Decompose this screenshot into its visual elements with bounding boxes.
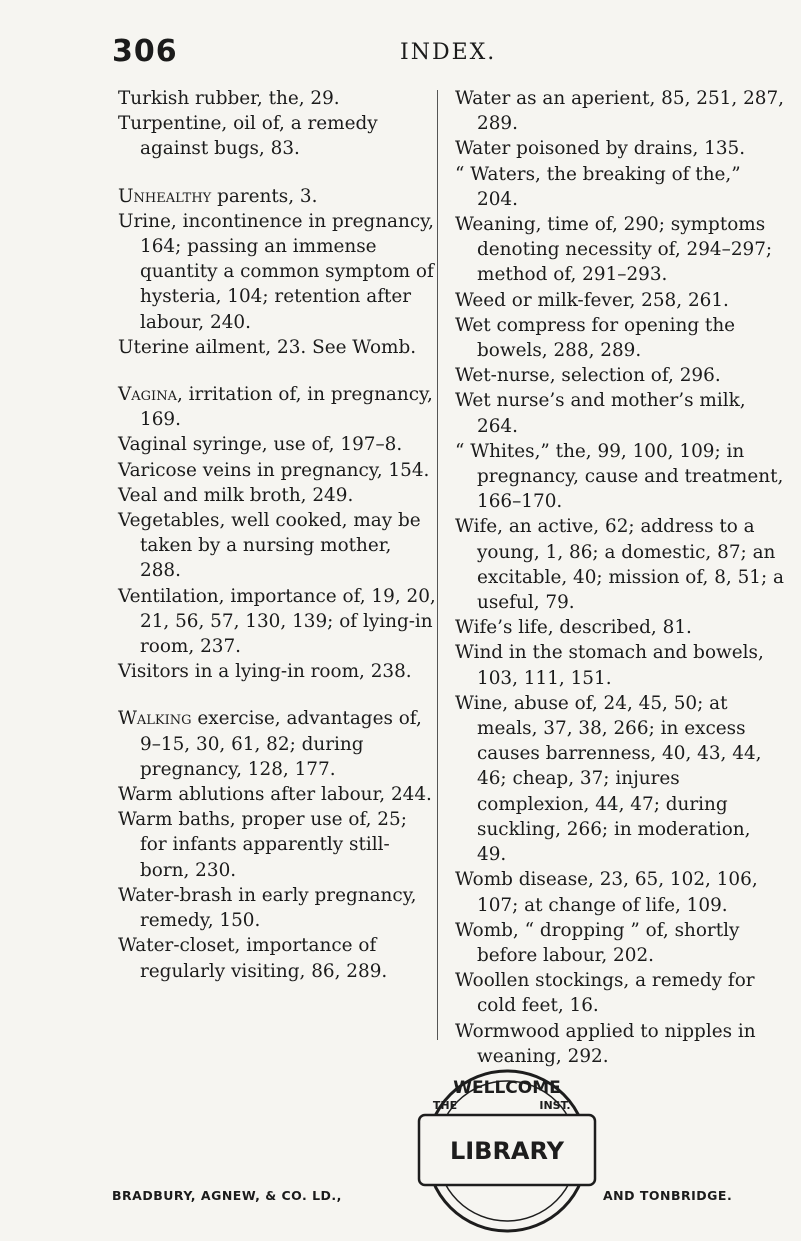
index-entry-text: Weed or milk-fever, 258, 261. bbox=[455, 289, 729, 311]
index-entry-text: Wormwood applied to nipples in weaning, 292. bbox=[455, 1020, 756, 1067]
index-column-left bbox=[118, 86, 436, 984]
index-entry bbox=[118, 782, 436, 807]
index-entry bbox=[455, 288, 785, 313]
index-entry-text: “ Whites,” the, 99, 100, 109; in pregnancy, cause and treatment, 166–170. bbox=[455, 440, 784, 513]
index-entry-text: Turkish rubber, the, 29. bbox=[118, 88, 340, 109]
index-entry-text: , irritation of, in pregnancy, 169. bbox=[140, 384, 433, 431]
index-entry bbox=[455, 439, 785, 515]
index-entry bbox=[455, 1019, 785, 1069]
index-entry-text: Warm baths, proper use of, 25; for infants apparently still-born, 230. bbox=[118, 809, 407, 881]
library-stamp bbox=[385, 1065, 630, 1237]
index-entry-lead: Walking bbox=[118, 708, 192, 730]
index-entry-lead: Unhealthy bbox=[118, 185, 212, 207]
index-entry-text: Wife’s life, described, 81. bbox=[455, 617, 692, 639]
index-entry bbox=[118, 86, 436, 111]
index-entry-text: Wet-nurse, selection of, 296. bbox=[455, 365, 721, 387]
index-entry bbox=[118, 883, 436, 933]
index-entry-text: Veal and milk broth, 249. bbox=[118, 484, 354, 506]
index-entry-text: Water poisoned by drains, 135. bbox=[455, 138, 746, 160]
index-entry bbox=[118, 584, 436, 660]
index-entry-text: Wet nurse’s and mother’s milk, 264. bbox=[455, 390, 746, 437]
index-entry bbox=[118, 659, 436, 684]
printer-imprint-right: AND TONBRIDGE. bbox=[603, 1188, 733, 1203]
index-entry bbox=[118, 432, 436, 457]
index-entry-text: Vegetables, well cooked, may be taken by a nursing mother, 288. bbox=[118, 510, 421, 582]
index-entry-text: Visitors in a lying-in room, 238. bbox=[118, 661, 412, 683]
index-entry bbox=[118, 382, 436, 432]
index-entry bbox=[118, 184, 436, 209]
index-entry-text: “ Waters, the breaking of the,” 204. bbox=[455, 163, 741, 210]
index-entry bbox=[455, 918, 785, 968]
stamp-center-text: LIBRARY bbox=[449, 1137, 565, 1165]
index-entry-text: Ventilation, importance of, 19, 20, 21, 56, 57, 130, 139; of lying-in room, 237. bbox=[118, 585, 436, 658]
index-entry bbox=[455, 162, 785, 212]
index-entry-text: Urine, incontinence in pregnancy, 164; passing an immense quantity a common symptom of hysteria, 104; retention after labour, 240. bbox=[118, 210, 434, 333]
index-entry-text: Wife, an active, 62; address to a young, 1, 86; a domestic, 87; an excitable, 40; mission of, 8, 51; a useful, 79. bbox=[455, 516, 785, 614]
page-number: 306 bbox=[112, 34, 178, 69]
index-entry bbox=[455, 86, 785, 136]
index-entry bbox=[118, 111, 436, 161]
index-entry bbox=[455, 363, 785, 388]
index-entry bbox=[118, 706, 436, 782]
index-entry bbox=[118, 458, 436, 483]
index-entry bbox=[455, 388, 785, 438]
index-entry bbox=[118, 508, 436, 584]
index-entry-text: Water-closet, importance of regularly visiting, 86, 289. bbox=[118, 935, 388, 982]
stamp-top-text: WELLCOME bbox=[453, 1078, 561, 1098]
index-entry bbox=[455, 212, 785, 288]
printer-imprint-left: BRADBURY, AGNEW, & CO. LD., bbox=[112, 1188, 342, 1203]
index-entry bbox=[118, 209, 436, 335]
index-entry bbox=[118, 483, 436, 508]
index-entry bbox=[455, 615, 785, 640]
index-entry bbox=[455, 514, 785, 615]
index-entry bbox=[118, 335, 436, 360]
library-stamp-graphic bbox=[385, 1065, 630, 1237]
index-entry-text: Uterine ailment, 23. See Womb. bbox=[118, 336, 417, 358]
index-column-right bbox=[455, 86, 785, 1069]
index-entry-text: Woollen stockings, a remedy for cold feet, 16. bbox=[455, 970, 755, 1017]
stamp-inst-text: INST. bbox=[539, 1099, 571, 1112]
index-entry-text: Womb, “ dropping ” of, shortly before labour, 202. bbox=[455, 919, 740, 966]
index-entry-text: Weaning, time of, 290; symptoms denoting necessity of, 294–297; method of, 291–293. bbox=[455, 214, 773, 286]
page-header bbox=[0, 34, 801, 74]
index-entry bbox=[118, 807, 436, 883]
index-entry-text: Vaginal syringe, use of, 197–8. bbox=[118, 434, 403, 456]
index-entry bbox=[455, 313, 785, 363]
index-entry-text: Water as an aperient, 85, 251, 287, 289. bbox=[455, 88, 785, 135]
index-entry bbox=[455, 640, 785, 690]
index-entry-lead: Vagina bbox=[118, 384, 177, 406]
index-entry-text: Turpentine, oil of, a remedy against bugs, 83. bbox=[118, 113, 378, 160]
index-entry bbox=[455, 867, 785, 917]
index-entry bbox=[455, 691, 785, 867]
index-entry-text: Water-brash in early pregnancy, remedy, 150. bbox=[118, 884, 417, 932]
index-entry-text: Wine, abuse of, 24, 45, 50; at meals, 37, 38, 266; in excess causes barrenness, 40, 43, 44, 46; cheap, 37; injures complexion, 44, 47; during suckling, 266; in moderation, 49. bbox=[455, 692, 762, 866]
index-entry bbox=[455, 968, 785, 1018]
index-entry-text: exercise, advantages of, 9–15, 30, 61, 82; during pregnancy, 128, 177. bbox=[140, 708, 422, 780]
index-entry-text: Wet compress for opening the bowels, 288, 289. bbox=[455, 314, 736, 362]
index-entry-text: Wind in the stomach and bowels, 103, 111, 151. bbox=[455, 642, 764, 689]
index-entry bbox=[455, 136, 785, 161]
column-divider bbox=[437, 90, 438, 1040]
index-entry-text: parents, 3. bbox=[211, 185, 318, 207]
index-entry-text: Warm ablutions after labour, 244. bbox=[118, 784, 432, 806]
index-entry bbox=[118, 933, 436, 983]
index-entry-text: Varicose veins in pregnancy, 154. bbox=[118, 459, 430, 481]
stamp-sub-text: THE bbox=[432, 1099, 458, 1112]
page-title: INDEX. bbox=[400, 40, 497, 65]
index-entry-text: Womb disease, 23, 65, 102, 106, 107; at change of life, 109. bbox=[455, 869, 758, 916]
